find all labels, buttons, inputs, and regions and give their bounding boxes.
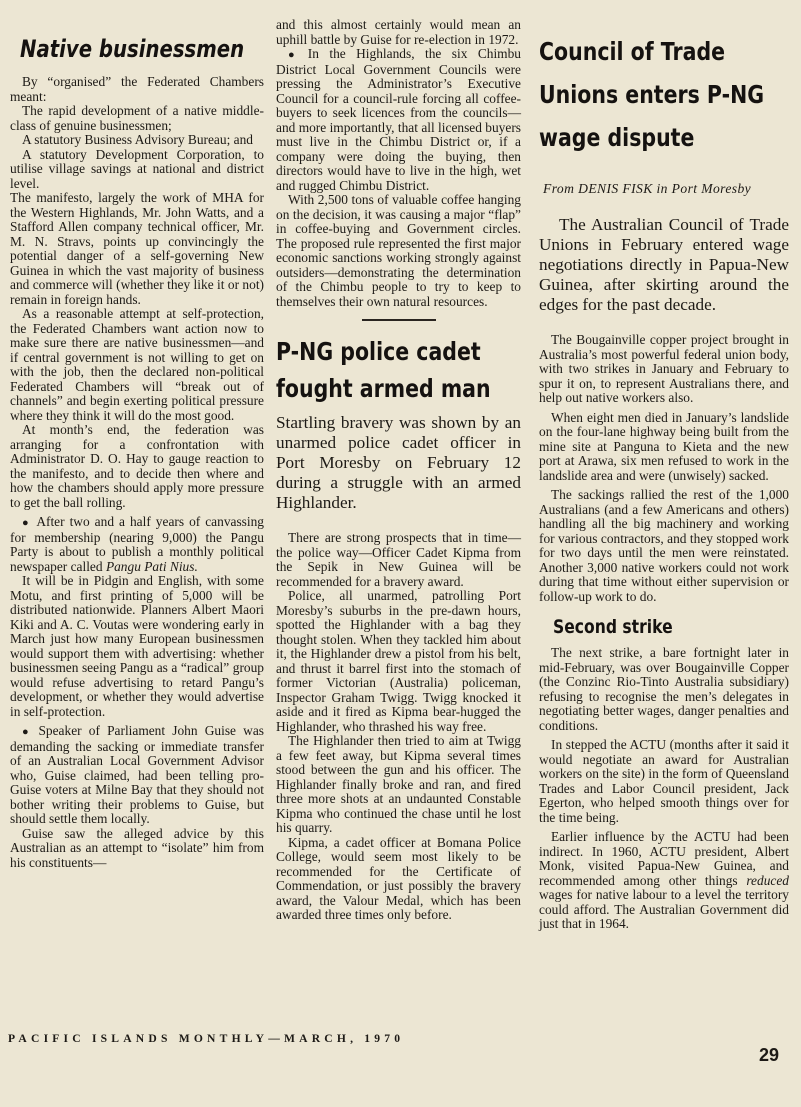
paragraph: There are strong prospects that in time—the police way—Officer Cadet Kipma from the Sepik in New Guinea will be recommended for a bravery award. xyxy=(276,530,521,589)
paragraph: When eight men died in January’s landslide on the four-lane highway being built from the mine site at Panguna to Kieta and the new port at Arawa, six men refused to work in the landslide area and were (unwisely) sacked. xyxy=(539,409,789,483)
headline-actu-line2: Unions enters P-NG xyxy=(539,80,765,109)
paragraph: The Bougainville copper project brought in Australia’s most powerful federal union body, with two strikes in January and February to spur it on, to represent Australians there, and help out native workers also. xyxy=(539,332,789,405)
paragraph: By “organised” the Federated Chambers meant: xyxy=(10,74,264,104)
paragraph: Police, all unarmed, patrolling Port Moresby’s suburbs in the pre-dawn hours, spotted the Highlander with a bag they thought stolen. When they tackled him about it, the Highlander drew a pistol from his belt, and thrust it barrel first into the stomach of former Victorian (Australia) policeman, Inspector Graham Twigg. Twigg knocked it aside and it fired as Kipma bear-hugged the Highlander, who thrashed his way free. xyxy=(276,588,521,734)
footer-publication: PACIFIC ISLANDS MONTHLY—MARCH, 1970 xyxy=(8,1032,405,1045)
pangu-text: After two and a half years of canvassing for membership (nearing 9,000) the Pangu Party is about to publish a monthly political newspaper called xyxy=(10,514,264,574)
paragraph: The manifesto, largely the work of MHA for the Western Highlands, Mr. John Watts, and a Stafford Allen company technical officer, Mr. M. N. Stravs, points up convincingly the potential danger of a self-governing New Guinea in which the vast majority of business and commerce will (whether they like it or not) remain in foreign hands. xyxy=(10,190,264,307)
column-middle xyxy=(276,18,521,923)
paragraph-pangu xyxy=(10,515,264,574)
headline-native-businessmen: Native businessmen xyxy=(20,35,245,63)
paragraph-final xyxy=(539,830,789,932)
column-left xyxy=(10,34,264,870)
paragraph: Guise saw the alleged advice by this Australian as an attempt to “isolate” him from his constituents— xyxy=(10,825,264,870)
column-right xyxy=(539,30,789,932)
byline: From DENIS FISK in Port Moresby xyxy=(543,181,752,196)
paragraph: A statutory Development Corporation, to utilise village savings at national and district level. xyxy=(10,146,264,191)
emphasis-word: reduced xyxy=(746,872,789,888)
headline-police-cadet-line1: P-NG police cadet xyxy=(276,337,481,366)
paragraph: A statutory Business Advisory Bureau; and xyxy=(22,132,253,147)
paragraph: The sackings rallied the rest of the 1,000 Australians (and a few Americans and others) handling all the big machinery and working for various contractors, and they stopped work for two days until the men were reinstated. Another 3,000 native workers could not work during that time without either supervision or follow-up work to do. xyxy=(539,487,789,604)
headline-actu-line1: Council of Trade xyxy=(539,37,726,66)
paragraph: The next strike, a bare fortnight later in mid-February, was over Bougainville Copper (the Conzinc Rio-Tinto Australia subsidiary) refusing to recognise the men’s delegates in negotiating better wages, danger penalties and conditions. xyxy=(539,645,789,733)
lead-paragraph: Startling bravery was shown by an unarmed police cadet officer in Port Moresby on February 12 during a struggle with an armed Highlander. xyxy=(276,413,521,512)
final-text: Earlier influence by the ACTU had been indirect. In 1960, ACTU president, Albert Monk, visited Papua-New Guinea, and recommended among other things xyxy=(539,829,789,888)
paragraph: In stepped the ACTU (months after it said it would negotiate an award for Australian workers on the site) in the form of Queensland Trades and Labor Council president, Jack Egerton, who helped smooth things over for the time being. xyxy=(539,737,789,825)
headline-actu-line3: wage dispute xyxy=(539,123,695,152)
lead-paragraph: The Australian Council of Trade Unions in February entered wage negotiations directly in Papua-New Guinea, after skirting around the edges for the past decade. xyxy=(539,215,789,314)
newspaper-name: Pangu Pati Nius. xyxy=(105,558,198,574)
paragraph: It will be in Pidgin and English, with some Motu, and first printing of 5,000 will be distributed nationwide. Planners Albert Maori Kiki and A. C. Voutas were wondering early in March just how many European businessmen would support them with advertising: whether businessmen seeing Pangu as a “radical” group would refuse advertising to retard Pangu’s development, or whether they would advertise in self-protection. xyxy=(10,573,264,719)
section-divider xyxy=(362,319,436,321)
paragraph: The rapid development of a native middle-class of genuine businessmen; xyxy=(10,103,264,133)
headline-police-cadet-line2: fought armed man xyxy=(276,374,491,403)
subheading-second-strike: Second strike xyxy=(553,616,673,638)
paragraph: At month’s end, the federation was arranging for a confrontation with Administrator D. O. Hay to gauge reaction to the manifesto, and to decide then where and how the chambers should apply more pressure to get the ball rolling. xyxy=(10,422,264,510)
final-text-end: wages for native labour to a level the territory could afford. The Australian Government did just that in 1964. xyxy=(539,887,789,931)
paragraph: Kipma, a cadet officer at Bomana Police College, would seem most likely to be recommended for the Certificate of Commendation, or just possibly the bravery award, the Valour Medal, which has been awarded three times only before. xyxy=(276,834,521,922)
paragraph: As a reasonable attempt at self-protection, the Federated Chambers want action now to make sure there are native businessmen—and if central government is not willing to get on with the job, then the declared non-political Federated Chambers will “break out of channels” and begin exerting political pressure where they think it will do the most good. xyxy=(10,306,264,423)
paragraph-continued: and this almost certainly would mean an uphill battle by Guise for re-election in 1972. xyxy=(276,17,521,47)
paragraph: With 2,500 tons of valuable coffee hanging on the decision, it was causing a major “flap” in coffee-buying and Government circles. The proposed rule represented the first major economic sanctions working strongly against outsiders—demonstrating the determination of the Chimbu people to try to keep to themselves their own natural resources. xyxy=(276,192,521,309)
page-number: 29 xyxy=(759,1045,780,1065)
paragraph-highlands: ● In the Highlands, the six Chimbu District Local Government Councils were pressing the Administrator’s Executive Council for a council-rule forcing all coffee-buyers to seek licences from the councils—and more importantly, that all licensed buyers must live in the Chimbu District or, if a company were doing the buying, then directors would have to live in the high, wet and rugged Chimbu District. xyxy=(276,47,521,193)
paragraph: The Highlander then tried to aim at Twigg a few feet away, but Kipma several times stood between the gun and his officer. The Highlander finally broke and ran, and fired three more shots at an undaunted Constable Kipma who continued the chase until he lost his quarry. xyxy=(276,733,521,835)
paragraph-guise: ● Speaker of Parliament John Guise was demanding the sacking or immediate transfer of an Australian Local Government Advisor who, Guise claimed, had been telling pro-Guise voters at Milne Bay that they should not bother writing their problems to Guise, but should settle them locally. xyxy=(10,724,264,827)
